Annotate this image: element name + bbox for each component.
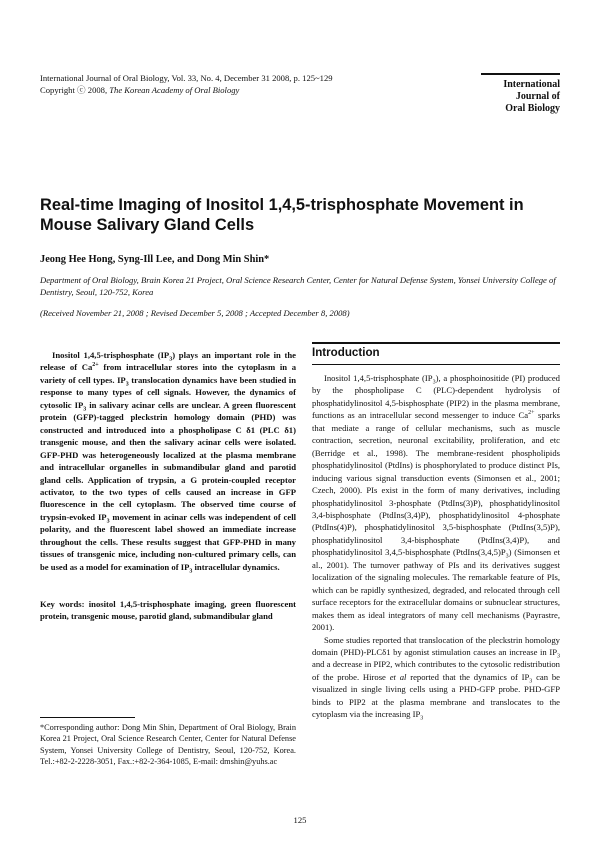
article-title: Real-time Imaging of Inositol 1,4,5-trisphosphate Movement in Mouse Salivary Gland Cells [40,196,524,234]
page-number: 125 [293,815,307,825]
intro-text: sparks that mediate a range of cellular mechanisms, such as muscle contraction, secretion, neuronal excitability, proliferation, and etc (Berridge et al., 1998). The membrane-resident phospholipids phosphatidylinositol (PtdIns) is phosphorylated to produce distinct PIs, inducing various signal transduction events (Simonsen et al., 2001; Czech, 2000). PIs exist in the form of many derivatives, including phosphatidylinositol 3-phosphate (PtdIns(3)P), phosphatidylinositol 3,4-bisphosphate (PtdIns(3,4)P), phosphatidylinositol 4-phosphate (PtdIns(4)P), phosphatidylinositol 3,5-bisphosphate (PtdIns(3,5)P), phosphatidylinositol 3,4-bisphosphate (PtdIns(3,4)P), and phosphatidylinositol 3,4,5-bisphosphate (PtdIns(3,4,5)P [312,410,560,558]
subscript: 3 [169,356,173,363]
intro-text: Some studies reported that translocation of the pleckstrin homology domain (PHD)-PLCδ1 by agonist stimulation causes an increase in IP [312,634,560,657]
keywords: Key words: inositol 1,4,5-trisphosphate imaging, green fluorescent protein, transgenic mouse, parotid gland, submandibular gland [40,599,296,622]
abstract-text: Inositol 1,4,5-trisphosphate (IP [52,350,170,360]
introduction-body [312,372,560,721]
subscript: 3 [125,381,129,388]
citation-line: International Journal of Oral Biology, Vol. 33, No. 4, December 31 2008, p. 125~129 [40,73,333,83]
superscript: 2+ [528,410,535,417]
received-dates: (Received November 21, 2008 ; Revised December 5, 2008 ; Accepted December 8, 2008) [40,308,350,318]
subscript: 3 [83,406,87,413]
superscript: 2+ [92,362,99,369]
subscript: 3 [189,568,193,575]
section-bottom-rule [312,364,560,365]
subscript: 3 [106,518,110,525]
intro-text: Inositol 1,4,5-trisphosphate (IP [324,373,433,383]
subscript: 3 [557,653,560,660]
intro-text: ), a phosphoinositide (PI) produced by the phospholipase C (PLC)-dependent hydrolysis of phosphatidylinositol 4,5-bisphosphate (PIP2) in the plasma membrane, functions as an intracellular second messenger to induce Ca [312,373,560,421]
section-heading: Introduction [312,346,380,359]
abstract-text: intracellular dynamics. [192,561,280,572]
section-top-rule [312,342,560,344]
corresponding-author-footnote: *Corresponding author: Dong Min Shin, Department of Oral Biology, Brain Korea 21 Project, Oral Science Research Center, Center for Natural Defense System, Yonsei University College of Dentistry, Seoul, 120-752, Korea. Tel.:+82-2-2228-3051, Fax.:+82-2-364-1085, E-mail: dmshin@yuhs.ac [40,723,296,767]
affiliation: Department of Oral Biology, Brain Korea 21 Project, Oral Science Research Center, Center for Natural Defense System, Yonsei University College of Dentistry, Seoul, 120-752, Korea [40,275,556,298]
subscript: 3 [529,678,533,685]
intro-text: ) (Simonsen et al., 2001). The turnover pathway of PIs and its derivatives suggest localization of the signaling molecules. The remarkable feature of PIs, which can be rapidly synthesized, degraded, and relocated through cell surface receptors for the extracellular domains or subnuclear structures, makes them as ideal integrators of many cell mechanisms (Payrastre, 2001). [312,547,560,633]
journal-name-box [481,73,560,116]
abstract-text: from intracellular stores into the cytoplasm in a variety of cell types. IP [40,362,297,385]
abstract-paragraph [40,349,296,573]
intro-text: and a decrease in PIP2, which contributes to the cytosolic redistribution of the probe. Hirose [312,659,560,682]
journal-name-line: Journal of [515,91,560,103]
subscript: 3 [420,715,424,722]
abstract [40,349,296,573]
journal-name-line: Oral Biology [505,103,560,115]
copyright-symbol: ⓒ [77,85,86,95]
abstract-text: in salivary acinar cells are unclear. A green fluorescent protein (GFP)-tagged pleckstrin homology domain (PHD) was constructed and introduced into a phospholipase C δ1 (PLC δ1) transgenic mouse, and then the salivary acinar cells were isolated. GFP-PHD was heterogeneously localized at the plasma membrane and intracellular organelles in submandibular gland and parotid gland cells. Application of trypsin, a G protein-coupled receptor activator, to the two types of cells caused an increase in GFP fluorescence in the cell cytoplasm. The observed time course of trypsin-evoked IP [40,399,297,522]
society-name: The Korean Academy of Oral Biology [109,85,240,95]
subscript: 3 [505,554,509,561]
footnote-divider [40,717,135,718]
italic-text: et al [389,671,407,682]
intro-text: reported that the dynamics of IP [406,671,530,682]
abstract-text: ) plays an important role in the release of Ca [40,350,296,373]
intro-paragraph [312,634,560,721]
copyright-line [40,84,333,96]
copyright-prefix: Copyright [40,85,78,95]
intro-paragraph [312,372,560,634]
subscript: 3 [432,379,436,386]
abstract-text: movement in acinar cells was independent of cell polarity, and the fluorescent label showed an immediate increase throughout the cells. These results suggest that GFP-PHD in many tissues of transgenic mice, including non-cultured primary cells, can be used as a model for examination of IP [40,511,297,572]
author-list: Jeong Hee Hong, Syng-Ill Lee, and Dong Min Shin* [40,254,270,265]
journal-name-line: International [503,79,560,90]
intro-text: can be visualized in single living cells using a PHD-GFP probe. PHD-GFP binds to PIP2 at the plasma membrane and translocates to the cytoplasm via the increasing IP [312,671,560,720]
abstract-text: translocation dynamics have been studied in response to many types of cell signals. However, the dynamics of cytosolic IP [40,374,296,410]
copyright-year: 2008, [85,85,110,95]
journal-citation [40,72,333,96]
